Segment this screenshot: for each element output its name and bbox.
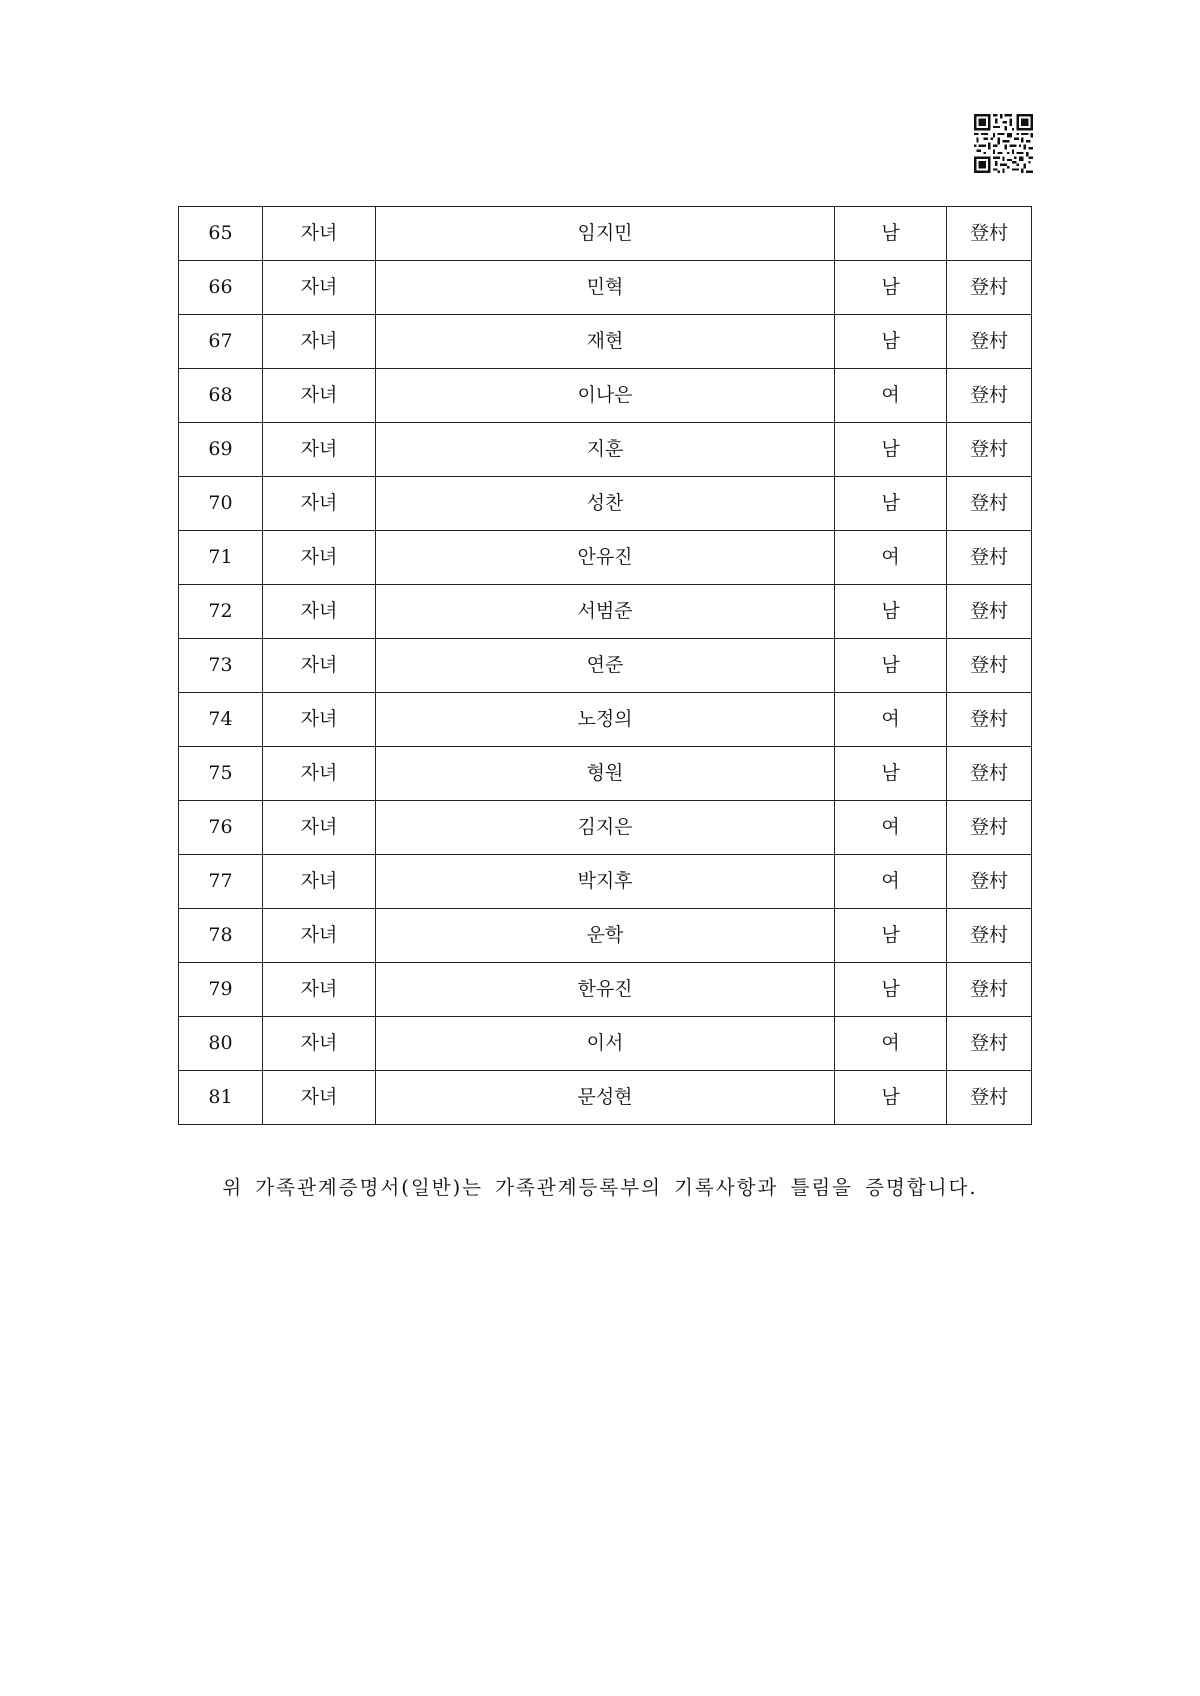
registry-cell: 登村 <box>947 1017 1032 1071</box>
table-row <box>179 423 1032 477</box>
relation-cell: 자녀 <box>263 693 376 747</box>
name-cell: 지훈 <box>376 423 835 477</box>
name-cell: 문성현 <box>376 1071 835 1125</box>
sex-cell: 남 <box>835 261 947 315</box>
sex-cell: 남 <box>835 639 947 693</box>
relation-cell: 자녀 <box>263 531 376 585</box>
registry-cell: 登村 <box>947 909 1032 963</box>
relation-cell: 자녀 <box>263 207 376 261</box>
sex-cell: 여 <box>835 693 947 747</box>
table-row <box>179 1017 1032 1071</box>
registry-cell: 登村 <box>947 855 1032 909</box>
row-number: 68 <box>179 369 263 423</box>
relation-cell: 자녀 <box>263 369 376 423</box>
name-cell: 운학 <box>376 909 835 963</box>
sex-cell: 남 <box>835 1071 947 1125</box>
relation-cell: 자녀 <box>263 1017 376 1071</box>
table-row <box>179 747 1032 801</box>
name-cell: 서범준 <box>376 585 835 639</box>
table-row <box>179 261 1032 315</box>
relation-cell: 자녀 <box>263 477 376 531</box>
table-row <box>179 1071 1032 1125</box>
name-cell: 이나은 <box>376 369 835 423</box>
registry-cell: 登村 <box>947 585 1032 639</box>
sex-cell: 여 <box>835 369 947 423</box>
table-row <box>179 477 1032 531</box>
sex-cell: 여 <box>835 855 947 909</box>
row-number: 80 <box>179 1017 263 1071</box>
certification-statement: 위 가족관계증명서(일반)는 가족관계등록부의 기록사항과 틀림을 증명합니다. <box>222 1176 978 1199</box>
table-row <box>179 909 1032 963</box>
name-cell: 안유진 <box>376 531 835 585</box>
row-number: 67 <box>179 315 263 369</box>
sex-cell: 여 <box>835 801 947 855</box>
table-row <box>179 963 1032 1017</box>
row-number: 65 <box>179 207 263 261</box>
name-cell: 이서 <box>376 1017 835 1071</box>
sex-cell: 남 <box>835 477 947 531</box>
registry-cell: 登村 <box>947 639 1032 693</box>
sex-cell: 남 <box>835 315 947 369</box>
relation-cell: 자녀 <box>263 1071 376 1125</box>
relation-cell: 자녀 <box>263 261 376 315</box>
qr-code-icon <box>974 114 1033 173</box>
registry-cell: 登村 <box>947 315 1032 369</box>
sex-cell: 남 <box>835 207 947 261</box>
registry-cell: 登村 <box>947 369 1032 423</box>
name-cell: 박지후 <box>376 855 835 909</box>
registry-cell: 登村 <box>947 261 1032 315</box>
table-row <box>179 207 1032 261</box>
row-number: 71 <box>179 531 263 585</box>
relation-cell: 자녀 <box>263 639 376 693</box>
sex-cell: 남 <box>835 747 947 801</box>
name-cell: 민혁 <box>376 261 835 315</box>
row-number: 77 <box>179 855 263 909</box>
table-row <box>179 369 1032 423</box>
relation-cell: 자녀 <box>263 855 376 909</box>
row-number: 66 <box>179 261 263 315</box>
row-number: 81 <box>179 1071 263 1125</box>
row-number: 78 <box>179 909 263 963</box>
registry-cell: 登村 <box>947 423 1032 477</box>
sex-cell: 여 <box>835 1017 947 1071</box>
sex-cell: 남 <box>835 585 947 639</box>
name-cell: 재현 <box>376 315 835 369</box>
sex-cell: 남 <box>835 423 947 477</box>
registry-cell: 登村 <box>947 801 1032 855</box>
name-cell: 김지은 <box>376 801 835 855</box>
relation-cell: 자녀 <box>263 315 376 369</box>
relation-cell: 자녀 <box>263 585 376 639</box>
row-number: 73 <box>179 639 263 693</box>
family-members-table <box>178 206 1032 1125</box>
row-number: 79 <box>179 963 263 1017</box>
registry-cell: 登村 <box>947 207 1032 261</box>
registry-cell: 登村 <box>947 747 1032 801</box>
row-number: 76 <box>179 801 263 855</box>
name-cell: 형원 <box>376 747 835 801</box>
registry-cell: 登村 <box>947 477 1032 531</box>
row-number: 69 <box>179 423 263 477</box>
registry-cell: 登村 <box>947 693 1032 747</box>
table-row <box>179 801 1032 855</box>
name-cell: 노정의 <box>376 693 835 747</box>
name-cell: 한유진 <box>376 963 835 1017</box>
registry-cell: 登村 <box>947 963 1032 1017</box>
relation-cell: 자녀 <box>263 909 376 963</box>
sex-cell: 남 <box>835 909 947 963</box>
registry-cell: 登村 <box>947 1071 1032 1125</box>
name-cell: 연준 <box>376 639 835 693</box>
sex-cell: 여 <box>835 531 947 585</box>
table-row <box>179 855 1032 909</box>
row-number: 70 <box>179 477 263 531</box>
table-row <box>179 585 1032 639</box>
relation-cell: 자녀 <box>263 423 376 477</box>
relation-cell: 자녀 <box>263 801 376 855</box>
table-row <box>179 315 1032 369</box>
name-cell: 임지민 <box>376 207 835 261</box>
table-row <box>179 639 1032 693</box>
relation-cell: 자녀 <box>263 963 376 1017</box>
registry-cell: 登村 <box>947 531 1032 585</box>
relation-cell: 자녀 <box>263 747 376 801</box>
row-number: 74 <box>179 693 263 747</box>
name-cell: 성찬 <box>376 477 835 531</box>
row-number: 75 <box>179 747 263 801</box>
sex-cell: 남 <box>835 963 947 1017</box>
table-row <box>179 693 1032 747</box>
table-row <box>179 531 1032 585</box>
row-number: 72 <box>179 585 263 639</box>
